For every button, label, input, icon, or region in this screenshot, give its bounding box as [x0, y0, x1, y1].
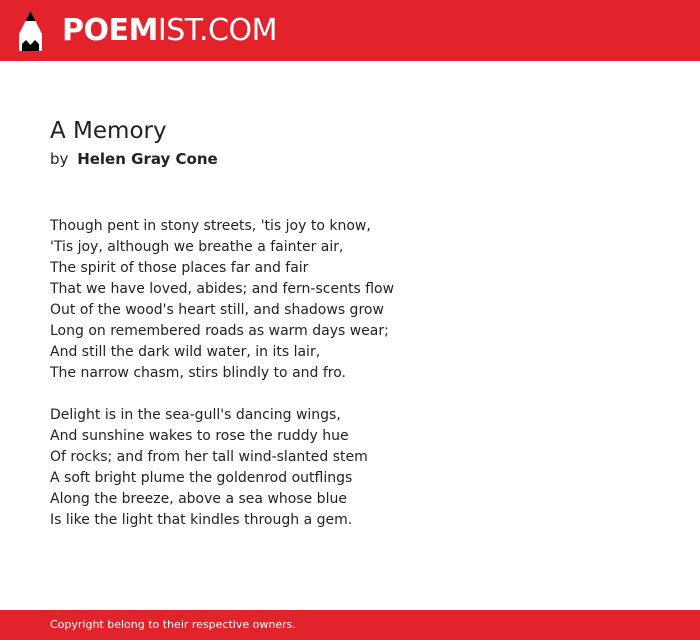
logo-text-bold: POEM — [62, 13, 158, 48]
poem-body — [50, 216, 650, 531]
site-header — [0, 0, 700, 61]
poem-content — [50, 116, 650, 552]
poem-author: Helen Gray Cone — [77, 150, 218, 168]
poem-title: A Memory — [50, 118, 167, 144]
site-footer — [0, 610, 700, 640]
poem-line: That we have loved, abides; and fern-scents flow — [50, 281, 395, 297]
poem-line: Of rocks; and from her tall wind-slanted stem — [50, 449, 368, 465]
copyright-text: Copyright belong to their respective owners. — [50, 618, 296, 631]
poem-line: The narrow chasm, stirs blindly to and fro. — [50, 365, 347, 381]
stanza — [50, 216, 650, 384]
poem-line: A soft bright plume the goldenrod outflings — [50, 470, 353, 486]
poem-line: Delight is in the sea-gull's dancing wings, — [50, 407, 341, 423]
poem-line: Out of the wood's heart still, and shadows grow — [50, 302, 384, 318]
poem-byline — [50, 148, 650, 170]
site-logo-text — [62, 10, 277, 52]
by-label: by — [50, 150, 69, 168]
poem-line: Though pent in stony streets, 'tis joy to know, — [50, 218, 371, 234]
poem-line: Long on remembered roads as warm days wear; — [50, 323, 389, 339]
poem-line: Along the breeze, above a sea whose blue — [50, 491, 347, 507]
pencil-icon — [18, 10, 43, 52]
poem-line: Is like the light that kindles through a gem. — [50, 512, 353, 528]
poem-line: The spirit of those places far and fair — [50, 260, 309, 276]
site-logo[interactable] — [18, 10, 277, 52]
logo-text-light: IST.COM — [157, 13, 277, 48]
stanza — [50, 405, 650, 531]
poem-line: And sunshine wakes to rose the ruddy hue — [50, 428, 349, 444]
poem-line: And still the dark wild water, in its lair, — [50, 344, 321, 360]
poem-line: 'Tis joy, although we breathe a fainter air, — [50, 239, 344, 255]
